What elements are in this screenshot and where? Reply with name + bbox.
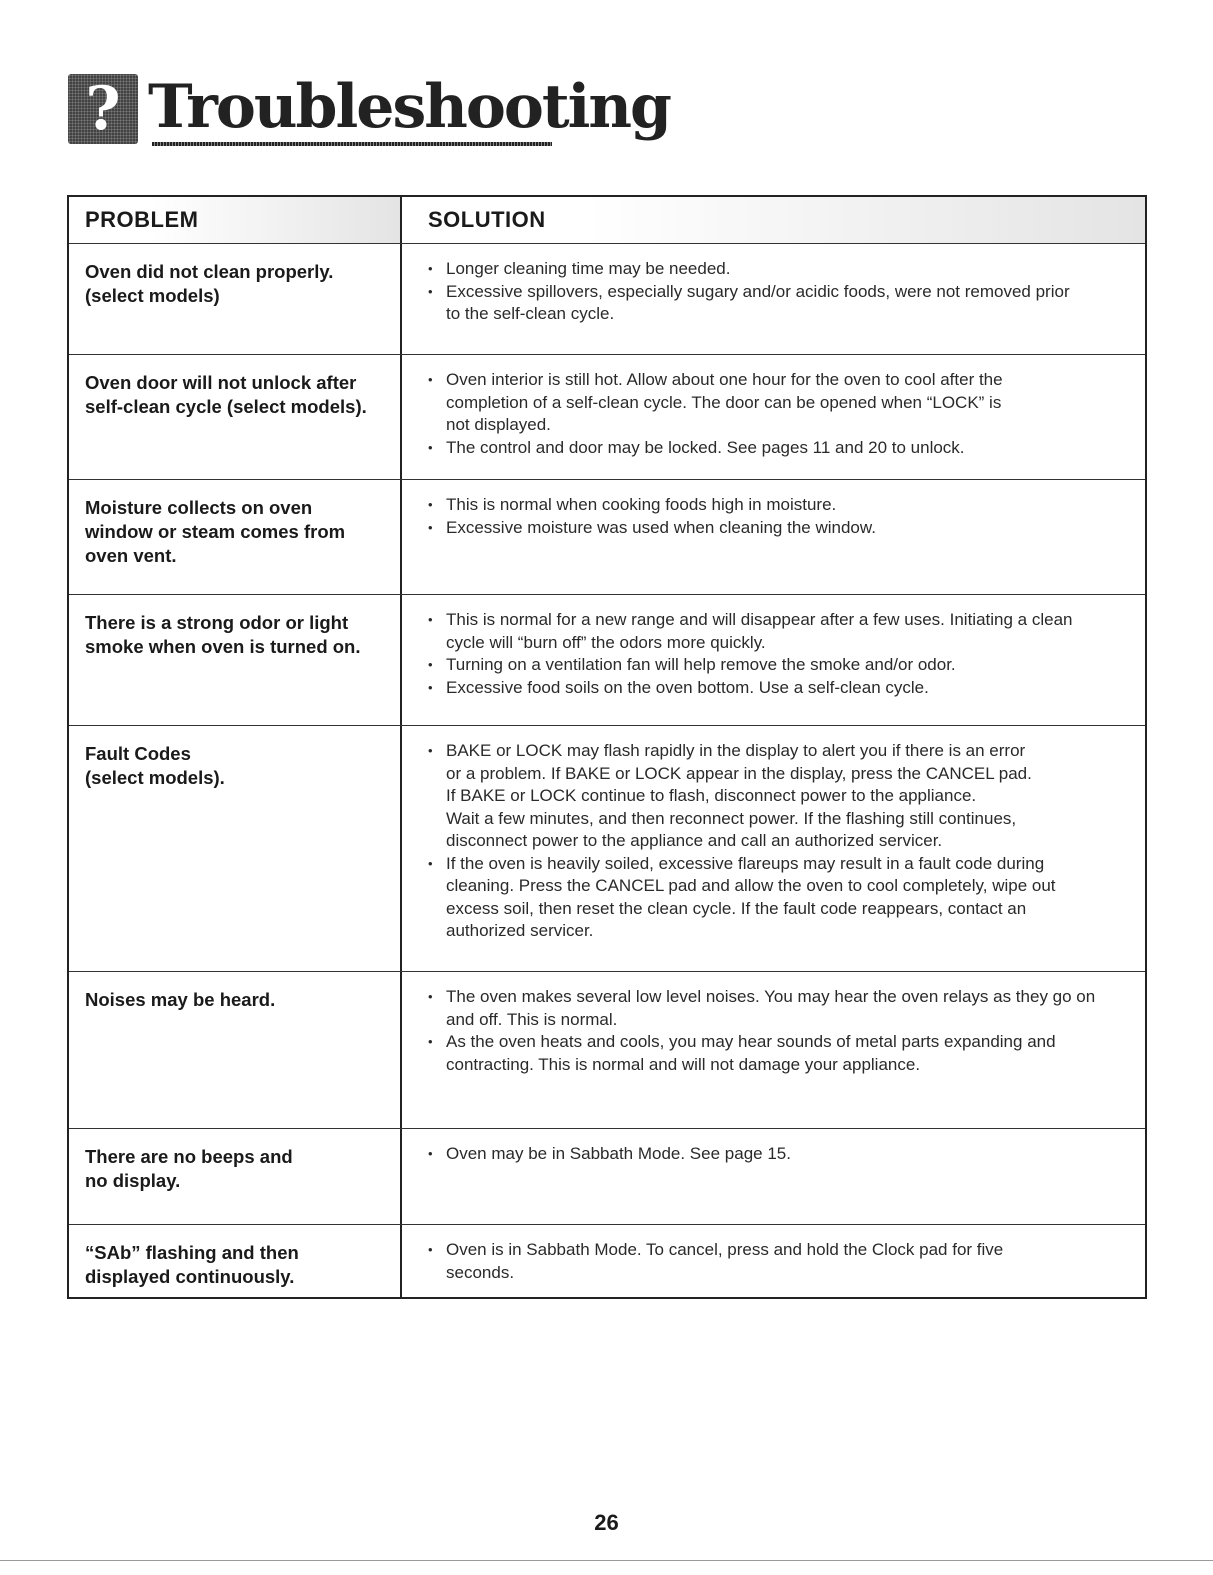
solution-item: • Longer cleaning time may be needed. bbox=[428, 258, 1133, 281]
solution-list bbox=[428, 976, 1133, 1076]
table-row bbox=[69, 725, 1145, 971]
table-row bbox=[69, 971, 1145, 1128]
problem-cell bbox=[69, 480, 402, 594]
problem-cell bbox=[69, 726, 402, 971]
solution-list bbox=[428, 599, 1133, 699]
table-row bbox=[69, 1224, 1145, 1297]
solution-item: • Excessive food soils on the oven bottom. Use a self-clean cycle. bbox=[428, 677, 1133, 700]
solution-cell bbox=[402, 595, 1145, 725]
solution-cell bbox=[402, 244, 1145, 354]
solution-item: • Oven interior is still hot. Allow about one hour for the oven to cool after the completion of a self-clean cycle. The door can be opened when “LOCK” is not displayed. bbox=[428, 369, 1133, 437]
problem-text: There are no beeps and no display. bbox=[85, 1146, 293, 1191]
problem-column-header: PROBLEM bbox=[69, 197, 402, 243]
question-mark-icon: ? bbox=[68, 74, 138, 144]
problem-cell bbox=[69, 1225, 402, 1297]
solution-cell bbox=[402, 480, 1145, 594]
footer-rule bbox=[0, 1560, 1213, 1561]
solution-list bbox=[428, 1229, 1133, 1284]
solution-cell bbox=[402, 972, 1145, 1128]
problem-text: There is a strong odor or light smoke when oven is turned on. bbox=[85, 612, 361, 657]
problem-cell bbox=[69, 972, 402, 1128]
problem-text: Oven did not clean properly. (select models) bbox=[85, 261, 334, 306]
solution-cell bbox=[402, 355, 1145, 479]
solution-cell bbox=[402, 1225, 1145, 1297]
table-row bbox=[69, 243, 1145, 354]
problem-cell bbox=[69, 355, 402, 479]
solution-cell bbox=[402, 1129, 1145, 1224]
solution-item: • Excessive spillovers, especially sugary and/or acidic foods, were not removed prior to the self-clean cycle. bbox=[428, 281, 1133, 326]
solution-item: • BAKE or LOCK may flash rapidly in the display to alert you if there is an error or a problem. If BAKE or LOCK appear in the display, press the CANCEL pad. If BAKE or LOCK continue to flash, disconnect power to the appliance. Wait a few minutes, and then reconnect power. If the flashing still continues, disconnect power to the appliance and call an authorized servicer. bbox=[428, 740, 1133, 853]
solution-item: • If the oven is heavily soiled, excessive flareups may result in a fault code during cleaning. Press the CANCEL pad and allow the oven to cool completely, wipe out excess soil, then reset the clean cycle. If the fault code reappears, contact an authorized servicer. bbox=[428, 853, 1133, 943]
title-underline bbox=[152, 142, 552, 146]
troubleshooting-table bbox=[67, 195, 1147, 1299]
problem-cell bbox=[69, 595, 402, 725]
table-row bbox=[69, 479, 1145, 594]
problem-text: Moisture collects on oven window or steam comes from oven vent. bbox=[85, 497, 346, 566]
problem-text: Fault Codes (select models). bbox=[85, 743, 225, 788]
solution-cell bbox=[402, 726, 1145, 971]
page-number: 26 bbox=[594, 1510, 619, 1535]
problem-cell bbox=[69, 1129, 402, 1224]
problem-cell bbox=[69, 244, 402, 354]
page-title: Troubleshooting bbox=[148, 72, 670, 142]
table-header-row bbox=[69, 197, 1145, 243]
solution-item: • This is normal for a new range and will disappear after a few uses. Initiating a clean cycle will “burn off” the odors more quickly. bbox=[428, 609, 1133, 654]
solution-item: • This is normal when cooking foods high in moisture. bbox=[428, 494, 1133, 517]
solution-item: • As the oven heats and cools, you may hear sounds of metal parts expanding and contracting. This is normal and will not damage your appliance. bbox=[428, 1031, 1133, 1076]
solution-item: • Turning on a ventilation fan will help remove the smoke and/or odor. bbox=[428, 654, 1133, 677]
solution-item: • Oven may be in Sabbath Mode. See page 15. bbox=[428, 1143, 1133, 1166]
solution-item: • Oven is in Sabbath Mode. To cancel, press and hold the Clock pad for five seconds. bbox=[428, 1239, 1133, 1284]
table-row bbox=[69, 594, 1145, 725]
table-row bbox=[69, 354, 1145, 479]
problem-text: Noises may be heard. bbox=[85, 989, 276, 1010]
solution-list bbox=[428, 359, 1133, 459]
problem-text: Oven door will not unlock after self-clean cycle (select models). bbox=[85, 372, 367, 417]
solution-item: • The control and door may be locked. See pages 11 and 20 to unlock. bbox=[428, 437, 1133, 460]
solution-column-header: SOLUTION bbox=[402, 197, 1145, 243]
solution-list bbox=[428, 248, 1133, 326]
solution-list bbox=[428, 484, 1133, 539]
solution-item: • The oven makes several low level noises. You may hear the oven relays as they go on and off. This is normal. bbox=[428, 986, 1133, 1031]
solution-item: • Excessive moisture was used when cleaning the window. bbox=[428, 517, 1133, 540]
table-row bbox=[69, 1128, 1145, 1224]
problem-text: “SAb” flashing and then displayed continuously. bbox=[85, 1242, 299, 1287]
solution-list bbox=[428, 1133, 1133, 1166]
solution-list bbox=[428, 730, 1133, 943]
